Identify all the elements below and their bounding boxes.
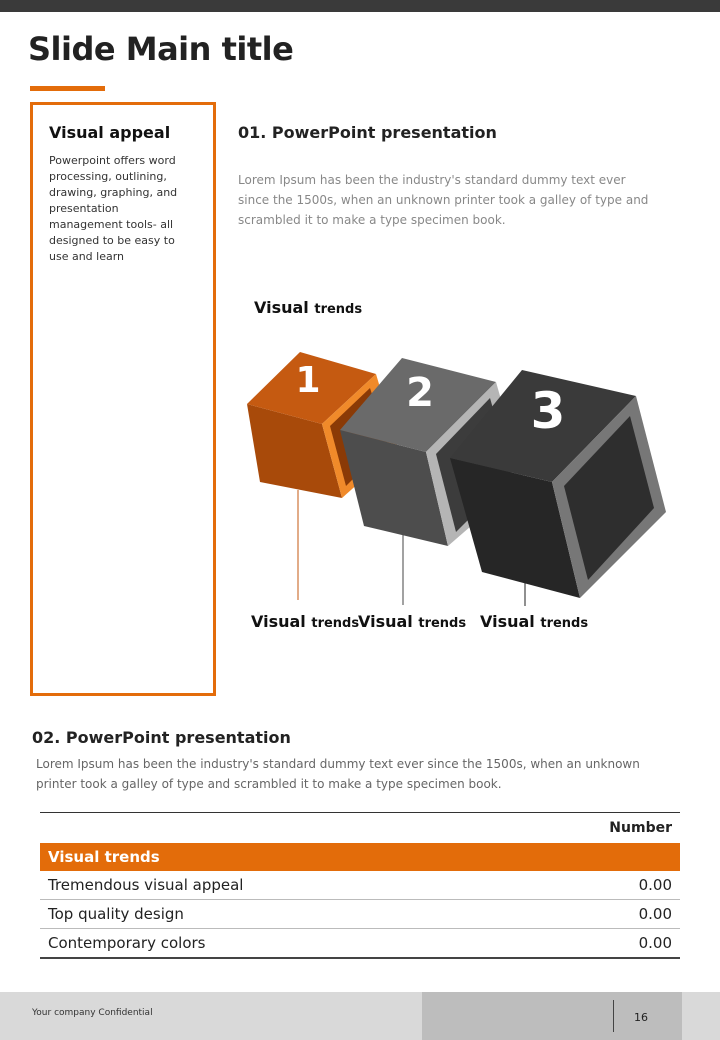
footer-text: Your company Confidential <box>32 1008 153 1018</box>
table-row-value: 0.00 <box>559 929 680 959</box>
sidebar-text: Powerpoint offers word processing, outlining, drawing, graphing, and presentation management tools- all designed to be easy to use and learn <box>49 154 178 263</box>
diagram-top-label-small: trends <box>314 302 363 317</box>
table-row <box>40 900 680 929</box>
cube-3-number: 3 <box>530 382 566 440</box>
table-row <box>40 871 680 900</box>
cube-1-number: 1 <box>295 360 321 401</box>
table-row-label: Tremendous visual appeal <box>40 871 559 900</box>
diagram-top-label <box>254 298 362 317</box>
cube-3-label <box>480 612 588 631</box>
section2-heading: 02. PowerPoint presentation <box>32 728 291 747</box>
page-number: 16 <box>634 1011 648 1024</box>
title-underline <box>30 86 105 91</box>
sidebar-box <box>30 102 216 696</box>
footer-separator <box>613 1000 614 1032</box>
sidebar-heading: Visual appeal <box>49 123 171 142</box>
section1-heading: 01. PowerPoint presentation <box>238 123 497 142</box>
cube-3-label-small: trends <box>540 616 589 631</box>
footer <box>0 992 720 1040</box>
table-column-header: Number <box>40 813 680 844</box>
cube-2-number: 2 <box>406 370 434 416</box>
cube-3-label-main: Visual <box>480 612 535 631</box>
cube-1-label-main: Visual <box>251 612 306 631</box>
table-row-label: Contemporary colors <box>40 929 559 959</box>
top-bar <box>0 0 720 12</box>
cube-1-label <box>251 612 359 631</box>
diagram-top-label-main: Visual <box>254 298 309 317</box>
cube-2-label-small: trends <box>418 616 467 631</box>
table-row-value: 0.00 <box>559 871 680 900</box>
section1-text: Lorem Ipsum has been the industry's standard dummy text ever since the 1500s, when an unknown printer took a galley of type and scrambled it to make a type specimen book. <box>238 173 649 227</box>
table-band-label: Visual trends <box>40 843 680 871</box>
table-row-label: Top quality design <box>40 900 559 929</box>
section2-text: Lorem Ipsum has been the industry's standard dummy text ever since the 1500s, when an unknown printer took a galley of type and scrambled it to make a type specimen book. <box>36 757 640 791</box>
cube-1-label-small: trends <box>311 616 360 631</box>
cube-2-label <box>358 612 466 631</box>
table-row <box>40 929 680 959</box>
table-header-row <box>40 813 680 844</box>
cube-diagram <box>240 340 680 620</box>
cube-2-label-main: Visual <box>358 612 413 631</box>
table-row-value: 0.00 <box>559 900 680 929</box>
data-table <box>40 812 680 959</box>
page-title: Slide Main title <box>28 30 294 68</box>
table-band-row <box>40 843 680 871</box>
